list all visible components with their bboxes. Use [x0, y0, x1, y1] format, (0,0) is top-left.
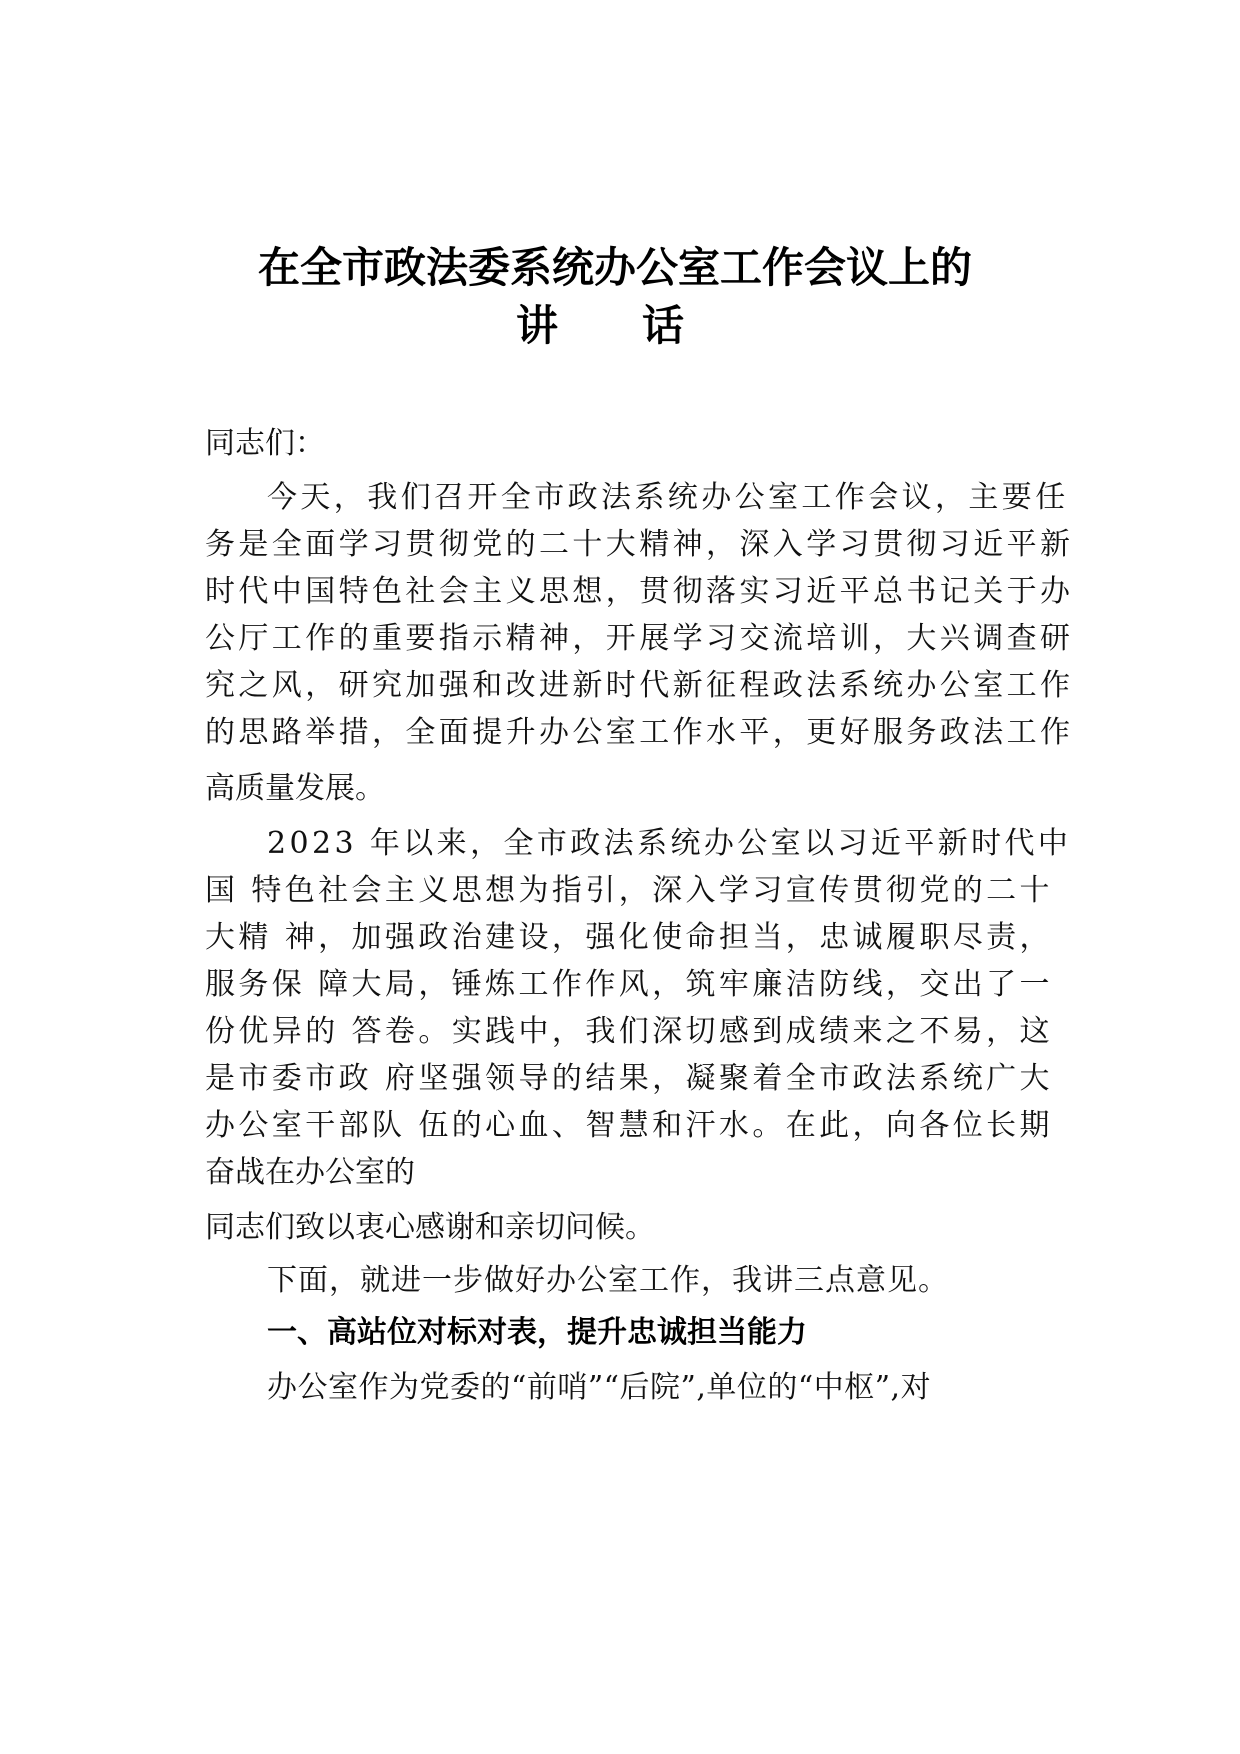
- paragraph-1-line-5: 究之风，研究加强和改进新时代新征程政法系统办公室工作: [205, 668, 1074, 703]
- paragraph-4-line-1: 办公室作为党委的“前哨”“后院”,单位的“中枢”,对: [267, 1370, 932, 1405]
- paragraph-2-line-5: 份优异的 答卷。实践中，我们深切感到成绩来之不易，这: [205, 1014, 1053, 1049]
- paragraph-2-line-3: 大精 神，加强政治建设，强化使命担当，忠诚履职尽责，: [205, 920, 1053, 955]
- document-title: [0, 240, 1240, 356]
- title-line-1: 在全市政法委系统办公室工作会议上的: [257, 243, 972, 292]
- paragraph-2-line-4: 服务保 障大局，锤炼工作作风，筑牢廉洁防线，交出了一: [205, 967, 1053, 1002]
- paragraph-2-line-8: 奋战在办公室的: [205, 1155, 415, 1190]
- paragraph-1-line-3: 时代中国特色社会主义思想，贯彻落实习近平总书记关于办: [205, 574, 1074, 609]
- paragraph-1-line-7: 高质量发展。: [205, 771, 385, 806]
- paragraph-2-line-6: 是市委市政 府坚强领导的结果，凝聚着全市政法系统广大: [205, 1061, 1053, 1096]
- paragraph-1-line-6: 的思路举措，全面提升办公室工作水平，更好服务政法工作: [205, 715, 1074, 750]
- paragraph-2-line-9: 同志们致以衷心感谢和亲切问候。: [205, 1210, 655, 1245]
- paragraph-1-line-1: 今天，我们召开全市政法系统办公室工作会议，主要任: [267, 480, 1069, 515]
- section-heading: 一、高站位对标对表，提升忠诚担当能力: [267, 1315, 807, 1350]
- paragraph-2-line-2: 国 特色社会主义思想为指引，深入学习宣传贯彻党的二十: [205, 873, 1053, 908]
- paragraph-1-line-4: 公厅工作的重要指示精神，开展学习交流培训，大兴调查研: [205, 621, 1074, 656]
- salutation: 同志们：: [205, 426, 325, 461]
- paragraph-2-line-1: 2023 年以来，全市政法系统办公室以习近平新时代中: [267, 826, 1072, 861]
- title-line-2: 讲 话: [515, 301, 684, 350]
- paragraph-3-line-1: 下面，就进一步做好办公室工作，我讲三点意见。: [267, 1263, 949, 1298]
- paragraph-1-line-2: 务是全面学习贯彻党的二十大精神，深入学习贯彻习近平新: [205, 527, 1074, 562]
- paragraph-2-line-7: 办公室干部队 伍的心血、智慧和汗水。在此，向各位长期: [205, 1108, 1053, 1143]
